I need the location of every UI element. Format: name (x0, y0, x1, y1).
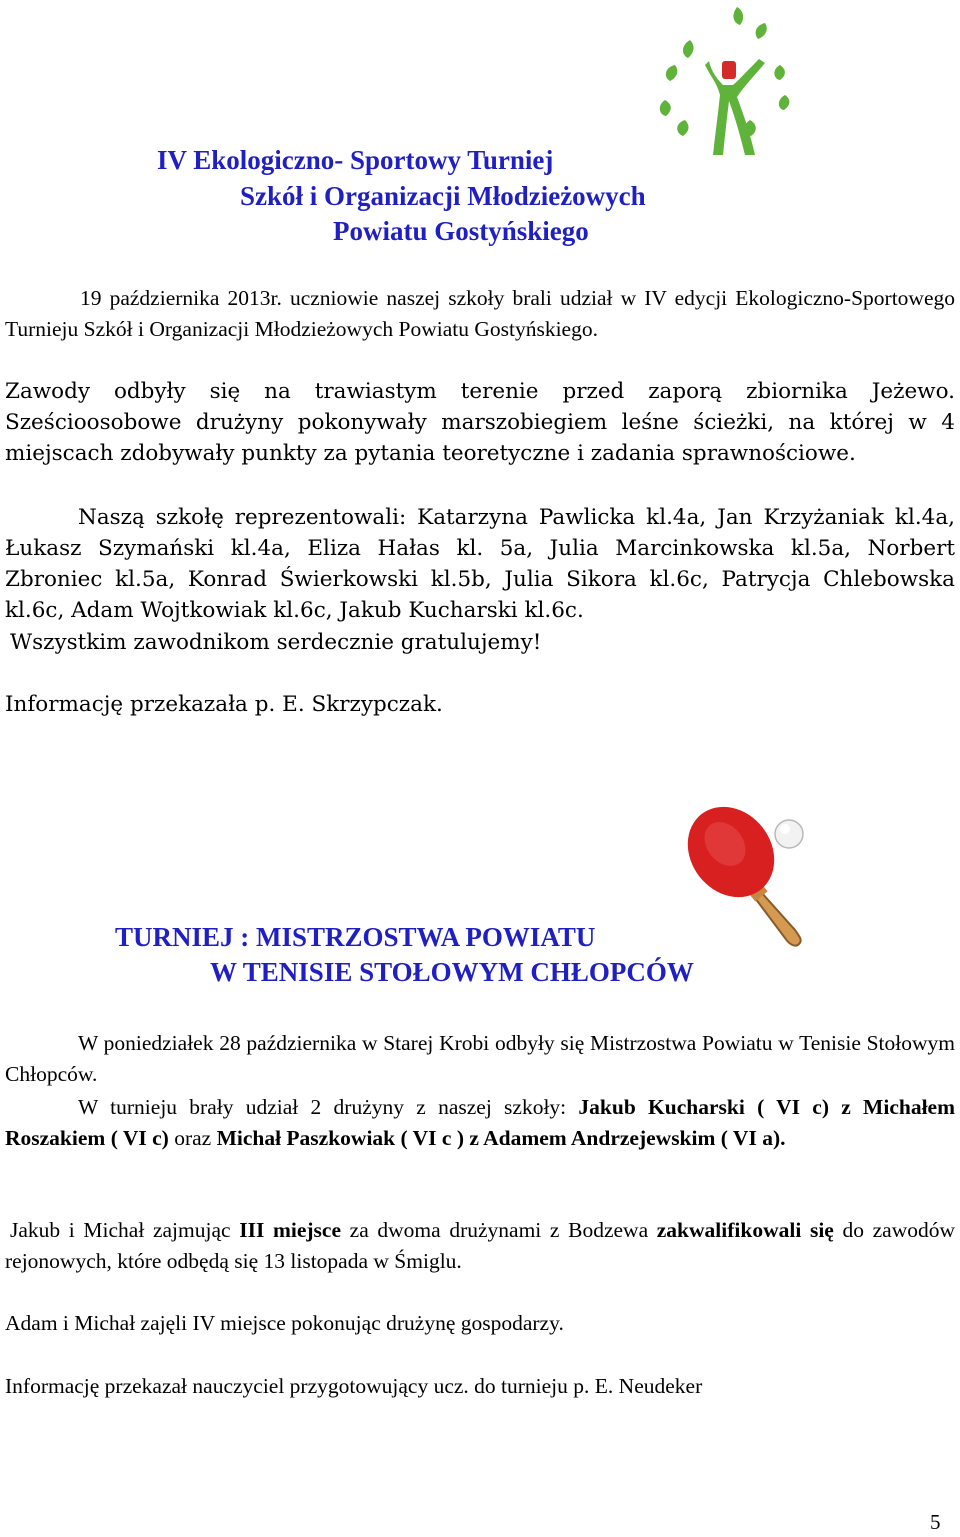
teams-intro: W turnieju brały udział 2 drużyny z naszej szkoły: (78, 1095, 579, 1119)
result-part-e: do zawodów rejonowych, które odbędą się 13 listopada w Śmiglu. (5, 1218, 956, 1273)
eco-title-line-3: Powiatu Gostyńskiego (333, 216, 589, 246)
eco-paragraph-venue: Zawody odbyły się na trawiastym terenie przed zaporą zbiornika Jeżewo. (5, 379, 955, 404)
team-one: Jakub Kucharski ( VI c) z Michałem Roszakiem ( VI c) (5, 1095, 955, 1150)
result-qualified: zakwalifikowali się (656, 1218, 834, 1242)
team-two: Michał Paszkowiak ( VI c ) z Adamem Andrzejewskim ( VI a). (216, 1126, 786, 1150)
eco-info-author: Informację przekazała p. E. Skrzypczak. (5, 692, 443, 717)
eco-paragraph-intro: 19 października 2013r. uczniowie naszej szkoły brali udział w IV edycji Ekologiczno-Sportowego Turnieju Szkół i Organizacji Młodzieżowych Powiatu Gostyńskiego. (5, 286, 955, 341)
tennis-paragraph-teams (5, 1092, 955, 1154)
result-part-a: Jakub i Michał zajmując (10, 1218, 240, 1242)
result-part-c: za dwoma drużynami z Bodzewa (341, 1218, 657, 1242)
eco-paragraph-team: Naszą szkołę reprezentowali: Katarzyna Pawlicka kl.4a, Jan Krzyżaniak kl.4a, Łukasz Szymański kl.4a, Eliza Hałas kl. 5a, Julia Marcinkowska kl.5a, Norbert Zbroniec kl.5a, Konrad Świerkowski kl.5b, Julia Sikora kl.6c, Patrycja Chlebowska kl.6c, Adam Wojtkowiak kl.6c, Jakub Kucharski kl.6c. (5, 505, 955, 623)
eco-title-line-1: IV Ekologiczno- Sportowy Turniej (157, 145, 554, 175)
eco-title-line-2: Szkół i Organizacji Młodzieżowych (240, 181, 646, 211)
tennis-title-line-2: W TENISIE STOŁOWYM CHŁOPCÓW (210, 957, 694, 987)
tennis-title-line-1: TURNIEJ : MISTRZOSTWA POWIATU (115, 922, 596, 952)
result-place: III miejsce (239, 1218, 342, 1242)
tennis-paragraph-result (5, 1215, 955, 1277)
teams-conjunction: oraz (168, 1126, 217, 1150)
tennis-paragraph-intro: W poniedziałek 28 października w Starej Krobi odbyły się Mistrzostwa Powiatu w Tenisie Stołowym Chłopców. (5, 1031, 955, 1086)
ping-pong-paddle-icon (685, 800, 815, 950)
eco-paragraph-route: Sześcioosobowe drużyny pokonywały marszobiegiem leśne ścieżki, na której w 4 miejscach zdobywały punkty za pytania teoretyczne i zadania sprawnościowe. (5, 410, 955, 466)
tennis-paragraph-fourth-place: Adam i Michał zajęli IV miejsce pokonując drużynę gospodarzy. (5, 1311, 564, 1335)
tennis-info-author: Informację przekazał nauczyciel przygotowujący ucz. do turnieju p. E. Neudeker (5, 1374, 703, 1398)
page-number: 5 (930, 1510, 941, 1534)
eco-logo (645, 5, 805, 170)
eco-congratulations: Wszystkim zawodnikom serdecznie gratulujemy! (10, 630, 542, 655)
